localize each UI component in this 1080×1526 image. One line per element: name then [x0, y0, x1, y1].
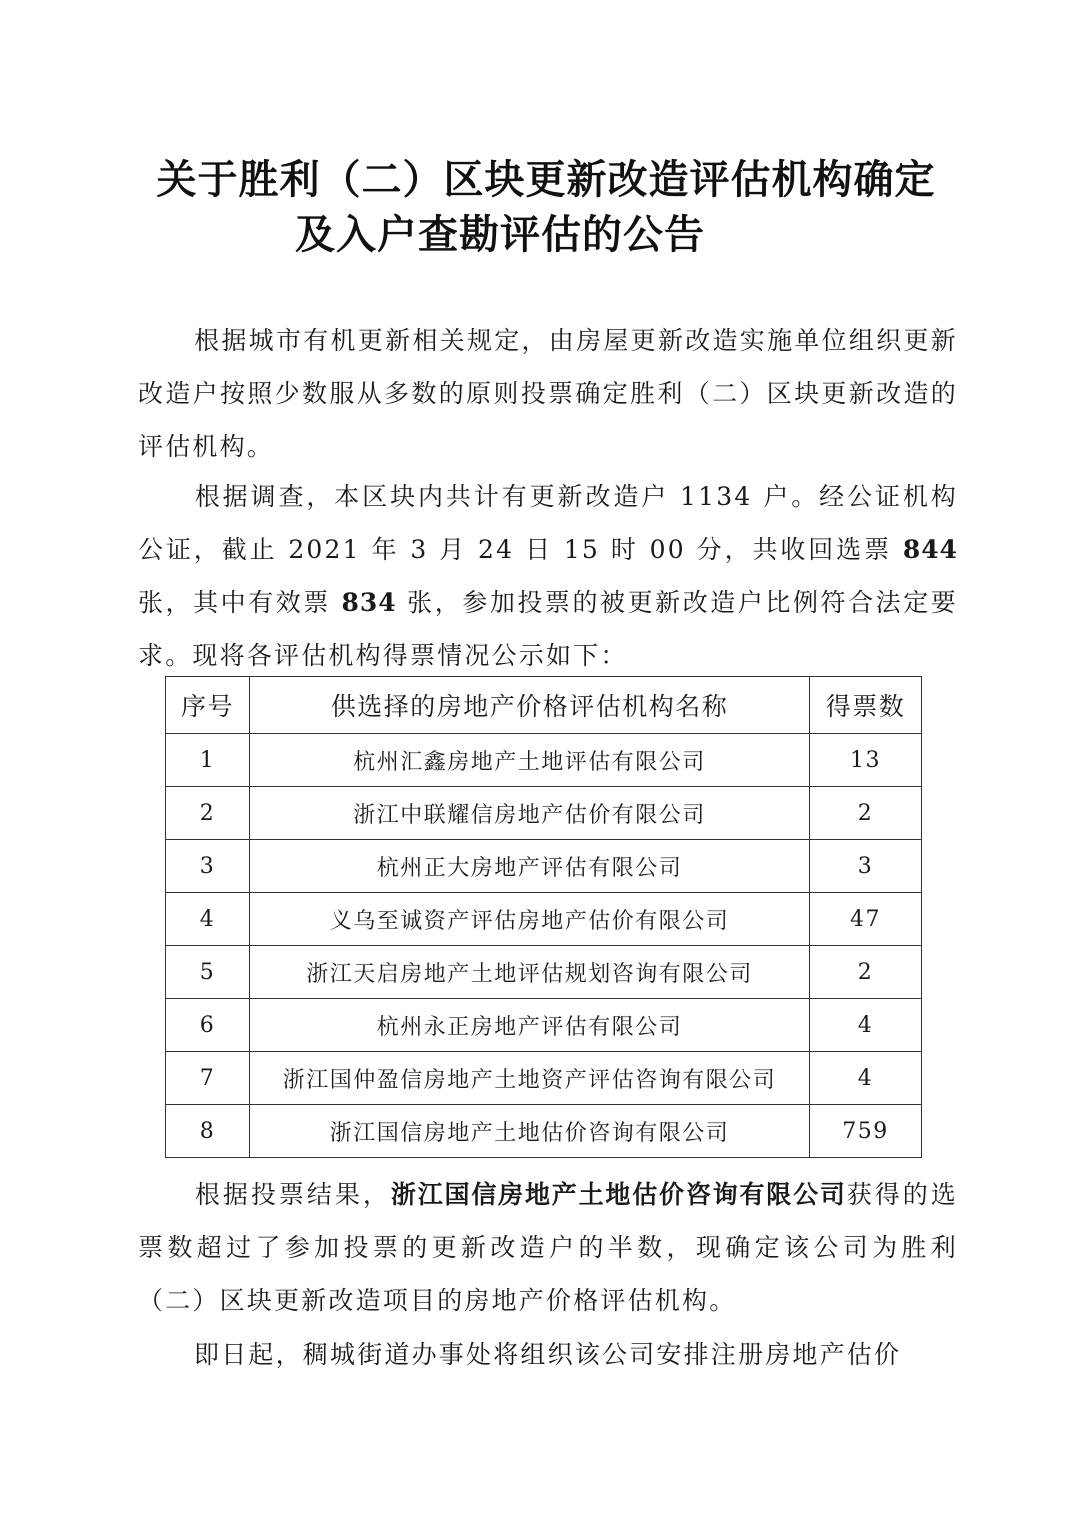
row-votes: 4	[810, 1052, 922, 1105]
row-no: 6	[166, 999, 250, 1052]
header-votes: 得票数	[810, 677, 922, 734]
row-no: 1	[166, 734, 250, 787]
table-row	[166, 734, 922, 787]
row-votes: 3	[810, 840, 922, 893]
row-agency-name: 浙江国信房地产土地估价咨询有限公司	[249, 1105, 809, 1158]
row-votes: 47	[810, 893, 922, 946]
paragraph-survey-text-1: 根据调查，本区块内共计有更新改造户 1134 户。经公证机构公证，截止 2021 年 3 月 24 日 15 时 00 分，共收回选票	[138, 482, 958, 564]
row-agency-name: 杭州永正房地产评估有限公司	[249, 999, 809, 1052]
row-agency-name: 义乌至诚资产评估房地产估价有限公司	[249, 893, 809, 946]
winning-agency-name: 浙江国信房地产土地估价咨询有限公司	[390, 1180, 847, 1209]
table-row	[166, 1105, 922, 1158]
table-row	[166, 999, 922, 1052]
paragraph-result	[138, 1168, 958, 1327]
table-header-row	[166, 677, 922, 734]
row-no: 7	[166, 1052, 250, 1105]
table-row	[166, 840, 922, 893]
paragraph-survey	[138, 470, 958, 682]
row-no: 5	[166, 946, 250, 999]
paragraph-survey-text-2: 张，其中有效票	[138, 588, 342, 617]
row-no: 3	[166, 840, 250, 893]
paragraph-result-text-1: 根据投票结果，	[194, 1180, 391, 1209]
table-row	[166, 893, 922, 946]
row-agency-name: 杭州汇鑫房地产土地评估有限公司	[249, 734, 809, 787]
paragraph-next-steps	[138, 1328, 958, 1381]
row-no: 8	[166, 1105, 250, 1158]
table-row	[166, 1052, 922, 1105]
paragraph-next-steps-text: 即日起，稠城街道办事处将组织该公司安排注册房地产估价	[194, 1340, 902, 1369]
row-no: 4	[166, 893, 250, 946]
row-agency-name: 浙江天启房地产土地评估规划咨询有限公司	[249, 946, 809, 999]
table-row	[166, 946, 922, 999]
row-agency-name: 杭州正大房地产评估有限公司	[249, 840, 809, 893]
paragraph-intro-text: 根据城市有机更新相关规定，由房屋更新改造实施单位组织更新改造户按照少数服从多数的原则投票确定胜利（二）区块更新改造的评估机构。	[138, 326, 958, 461]
row-votes: 2	[810, 946, 922, 999]
paragraph-intro	[138, 314, 958, 473]
row-votes: 759	[810, 1105, 922, 1158]
row-votes: 4	[810, 999, 922, 1052]
document-title-line-1: 关于胜利（二）区块更新改造评估机构确定	[156, 157, 936, 203]
document-title-line-2: 及入户查勘评估的公告	[295, 212, 705, 258]
paragraph-survey-text-3: 张，参加投票的被更新改造户比例符合法定要求。现将各评估机构得票情况公示如下：	[138, 588, 958, 670]
header-no: 序号	[166, 677, 250, 734]
paragraph-result-text-2: 获得的选票数超过了参加投票的更新改造户的半数，现确定该公司为胜利（二）区块更新改造项目的房地产价格评估机构。	[138, 1180, 958, 1315]
ballots-collected-count: 844	[902, 535, 958, 564]
header-agency-name: 供选择的房地产价格评估机构名称	[249, 677, 809, 734]
row-agency-name: 浙江中联耀信房地产估价有限公司	[249, 787, 809, 840]
row-agency-name: 浙江国仲盈信房地产土地资产评估咨询有限公司	[249, 1052, 809, 1105]
row-votes: 2	[810, 787, 922, 840]
row-votes: 13	[810, 734, 922, 787]
table-row	[166, 787, 922, 840]
valuation-agency-vote-table	[165, 676, 922, 1158]
ballots-valid-count: 834	[341, 588, 397, 617]
row-no: 2	[166, 787, 250, 840]
